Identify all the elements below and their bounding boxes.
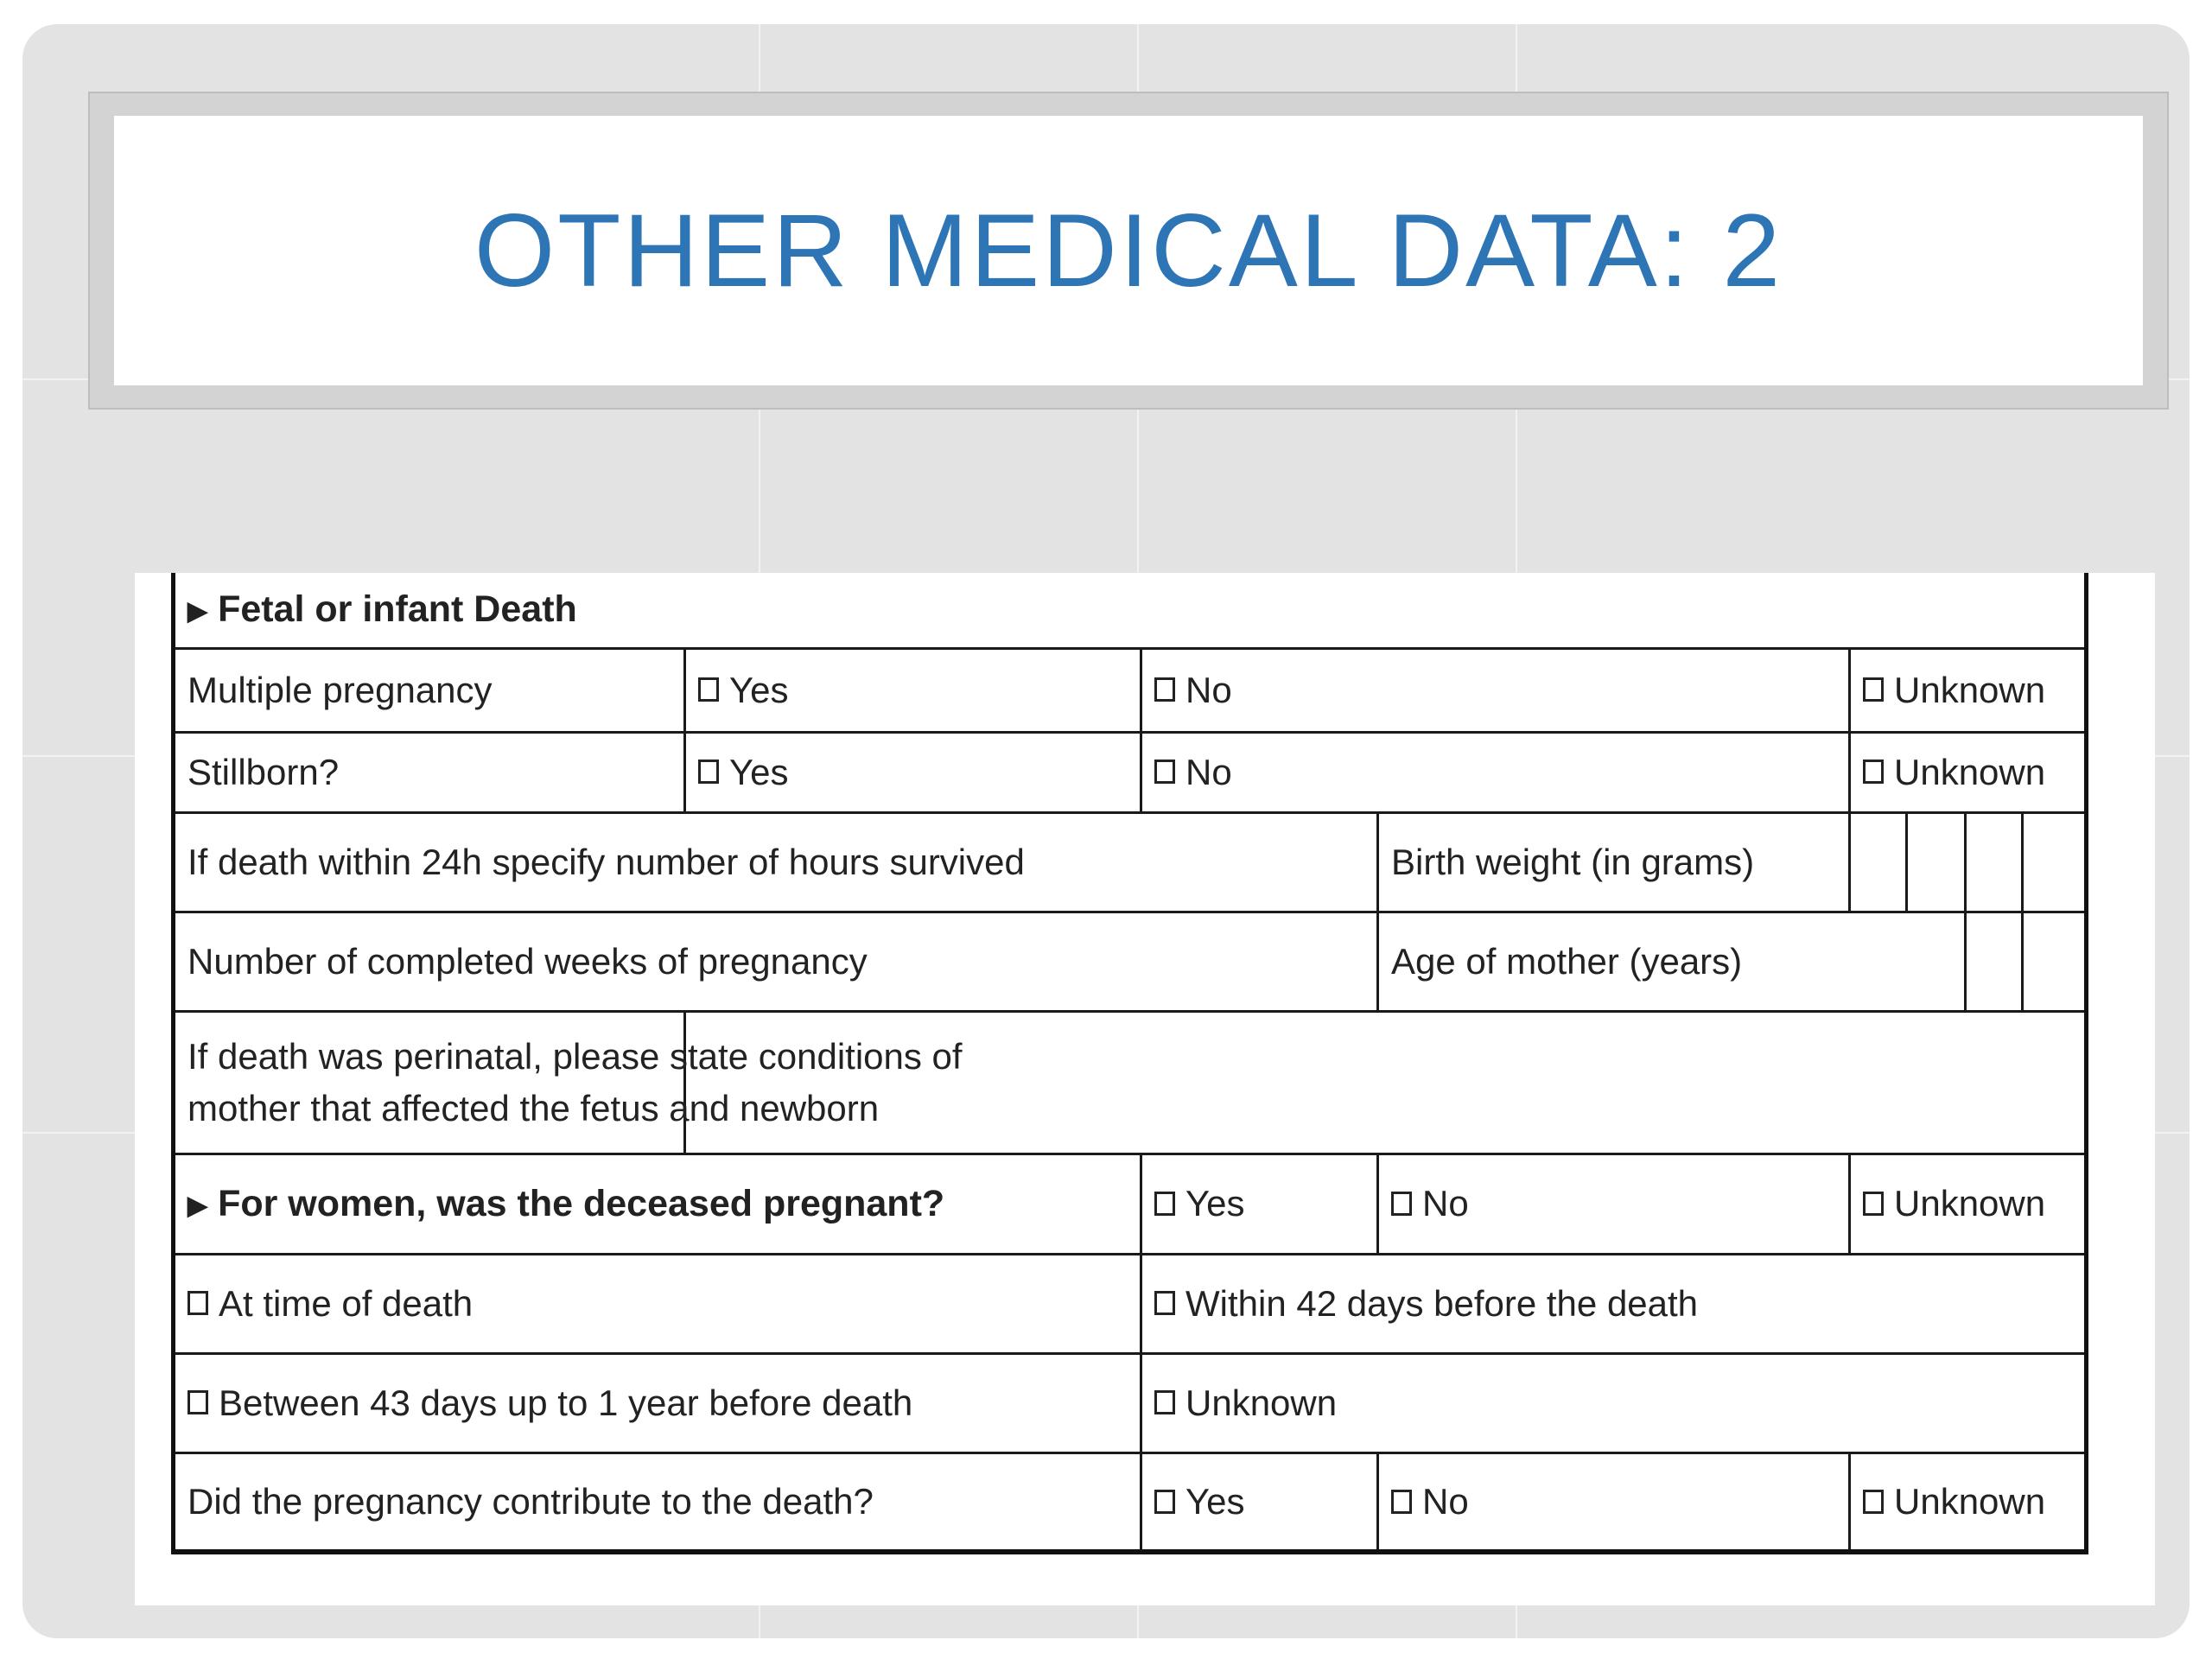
- at-time-of-death-option[interactable]: At time of death: [174, 1254, 1141, 1353]
- weeks-pregnancy-label: Number of completed weeks of pregnancy: [174, 912, 1378, 1011]
- contribute-no[interactable]: No: [1378, 1452, 1850, 1552]
- birth-weight-digit-box[interactable]: [1850, 812, 1907, 912]
- checkbox-icon[interactable]: [1863, 760, 1884, 784]
- section-header-women: ▶ For women, was the deceased pregnant?: [174, 1154, 1141, 1254]
- table-row: [174, 1452, 2087, 1552]
- multiple-pregnancy-label: Multiple pregnancy: [174, 648, 685, 732]
- checkbox-icon[interactable]: [1154, 1490, 1175, 1514]
- checkbox-icon[interactable]: [1154, 1192, 1175, 1216]
- contribute-label: Did the pregnancy contribute to the death?: [174, 1452, 1141, 1552]
- table-row: [174, 812, 2087, 912]
- stillborn-no[interactable]: No: [1141, 732, 1850, 812]
- stillborn-label: Stillborn?: [174, 732, 685, 812]
- checkbox-icon[interactable]: [1863, 1490, 1884, 1514]
- table-row: [174, 1353, 2087, 1452]
- age-mother-digit-box[interactable]: [2023, 912, 2087, 1011]
- table-row: [174, 1254, 2087, 1353]
- section-row-women: [174, 1154, 2087, 1254]
- within-42-days-option[interactable]: Within 42 days before the death: [1141, 1254, 2087, 1353]
- checkbox-icon[interactable]: [1391, 1192, 1412, 1216]
- checkbox-icon[interactable]: [188, 1291, 208, 1315]
- multiple-pregnancy-no[interactable]: No: [1141, 648, 1850, 732]
- medical-data-form: [171, 573, 2088, 1554]
- multiple-pregnancy-yes[interactable]: Yes: [685, 648, 1141, 732]
- triangle-bullet-icon: ▶: [188, 1191, 208, 1220]
- checkbox-icon[interactable]: [1863, 677, 1884, 702]
- stillborn-unknown[interactable]: Unknown: [1850, 732, 2087, 812]
- table-row: [174, 1011, 2087, 1154]
- multiple-pregnancy-unknown[interactable]: Unknown: [1850, 648, 2087, 732]
- age-mother-digit-box[interactable]: [1966, 912, 2023, 1011]
- pregnant-yes[interactable]: Yes: [1141, 1154, 1378, 1254]
- checkbox-icon[interactable]: [698, 677, 719, 702]
- checkbox-icon[interactable]: [1154, 1390, 1175, 1414]
- section-row-fetal: [174, 573, 2087, 648]
- form-image: [135, 573, 2155, 1605]
- pregnant-unknown[interactable]: Unknown: [1850, 1154, 2087, 1254]
- perinatal-conditions-field[interactable]: [685, 1011, 2087, 1154]
- slide-title: OTHER MEDICAL DATA: 2: [474, 193, 1783, 308]
- birth-weight-digit-box[interactable]: [2023, 812, 2087, 912]
- age-mother-label: Age of mother (years): [1378, 912, 1966, 1011]
- pregnant-no[interactable]: No: [1378, 1154, 1850, 1254]
- hours-survived-label: If death within 24h specify number of hours survived: [174, 812, 1378, 912]
- table-row: [174, 648, 2087, 732]
- table-row: [174, 732, 2087, 812]
- checkbox-icon[interactable]: [1154, 677, 1175, 702]
- contribute-yes[interactable]: Yes: [1141, 1452, 1378, 1552]
- between-43-days-option[interactable]: Between 43 days up to 1 year before death: [174, 1353, 1141, 1452]
- birth-weight-label: Birth weight (in grams): [1378, 812, 1850, 912]
- contribute-unknown[interactable]: Unknown: [1850, 1452, 2087, 1552]
- birth-weight-digit-box[interactable]: [1907, 812, 1966, 912]
- slide-background: [22, 24, 2190, 1638]
- triangle-bullet-icon: ▶: [188, 597, 208, 626]
- checkbox-icon[interactable]: [1154, 760, 1175, 784]
- checkbox-icon[interactable]: [1863, 1192, 1884, 1216]
- checkbox-icon[interactable]: [1154, 1291, 1175, 1315]
- section-header-fetal: ▶ Fetal or infant Death: [174, 573, 2087, 648]
- stillborn-yes[interactable]: Yes: [685, 732, 1141, 812]
- perinatal-conditions-label: If death was perinatal, please state conditions of mother that affected the fetus and newborn: [174, 1011, 685, 1154]
- birth-weight-digit-box[interactable]: [1966, 812, 2023, 912]
- checkbox-icon[interactable]: [188, 1390, 208, 1414]
- checkbox-icon[interactable]: [1391, 1490, 1412, 1514]
- title-frame: [88, 92, 2169, 410]
- timing-unknown-option[interactable]: Unknown: [1141, 1353, 2087, 1452]
- title-panel: [114, 116, 2143, 385]
- table-row: [174, 912, 2087, 1011]
- checkbox-icon[interactable]: [698, 760, 719, 784]
